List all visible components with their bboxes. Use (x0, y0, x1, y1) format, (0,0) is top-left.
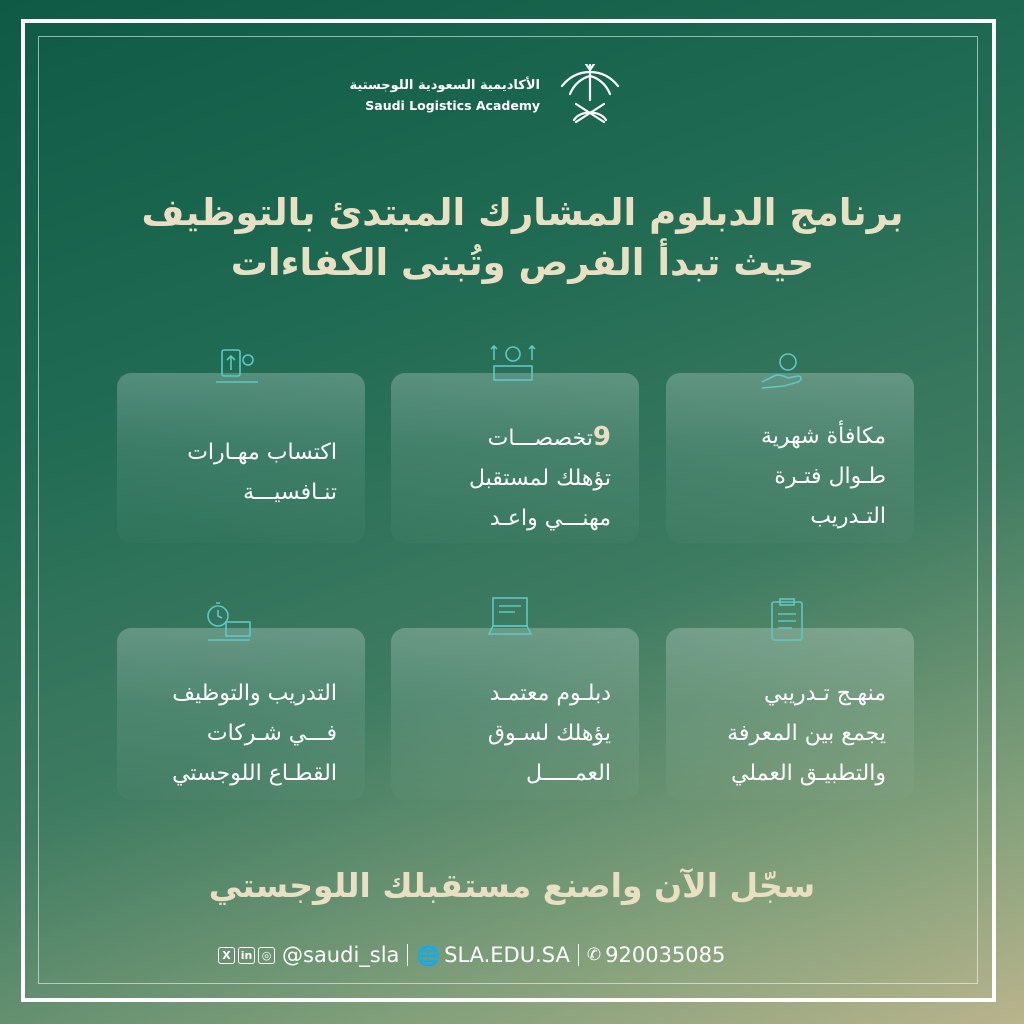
cta-rest: واصنع مستقبلك اللوجستي (208, 866, 643, 905)
x-twitter-icon[interactable]: X (218, 947, 235, 964)
card-line: طـوال فتـرة (774, 464, 886, 489)
card-line: العمـــــل (525, 761, 611, 786)
card-line: دبلـوم معتمـد (489, 681, 611, 706)
card-line: تؤهلك لمستقبل (468, 466, 611, 491)
card-line: اكتساب مهـارات (187, 440, 337, 465)
card-line: يجمع بين المعرفة (727, 721, 886, 746)
card-accredited-diploma (391, 628, 639, 800)
card-line: مهنـــي واعـد (489, 506, 611, 531)
phone-icon: ✆ (586, 945, 602, 965)
headline (140, 188, 905, 288)
globe-icon: 🌐 (416, 944, 441, 967)
reward-hand-icon (758, 348, 808, 392)
divider (578, 944, 579, 966)
card-training-employment (117, 628, 365, 800)
training-employment-icon (204, 600, 254, 644)
divider (407, 944, 408, 966)
contact-bar (218, 938, 808, 972)
academy-logo (349, 64, 630, 134)
accredited-diploma-icon (485, 594, 535, 638)
card-line: مكافأة شهرية (760, 424, 886, 449)
cta-register-now: سجّل الآن (653, 866, 816, 905)
card-line: تنـافسيـــة (243, 480, 337, 505)
card-nine-specializations (391, 373, 639, 543)
card-training-curriculum (666, 628, 914, 800)
card-line: القطـاع اللوجستي (172, 761, 337, 786)
card-line: يؤهلك لسـوق (487, 721, 611, 746)
card-line: التدريب والتوظيف (172, 681, 337, 706)
social-handle[interactable]: @saudi_sla (282, 943, 400, 967)
card-line: والتطبيـق العملي (731, 761, 886, 786)
card-line: فـــي شـركات (206, 721, 337, 746)
skills-growth-icon (212, 342, 262, 386)
palm-swords-emblem-icon (550, 64, 630, 128)
card-competitive-skills (117, 373, 365, 543)
specializations-count: 9 (592, 422, 611, 452)
card-line: منهـج تـدريبي (763, 681, 886, 706)
phone-number[interactable]: 920035085 (605, 943, 726, 967)
headline-line-2: حيث تبدأ الفرص وتُبنى الكفاءات (230, 241, 815, 284)
card-line: تخصصـــات (487, 426, 593, 451)
card-line: التـدريب (810, 504, 886, 529)
headline-line-1: برنامج الدبلوم المشارك المبتدئ بالتوظيف (141, 191, 904, 234)
specializations-chart-icon (488, 340, 538, 384)
instagram-icon[interactable]: ◎ (258, 947, 275, 964)
linkedin-icon[interactable]: in (238, 947, 255, 964)
website-link[interactable]: SLA.EDU.SA (444, 943, 570, 967)
logo-arabic-text: الأكاديمية السعودية اللوجستية (349, 78, 540, 93)
logo-english-text: Saudi Logistics Academy (365, 98, 540, 113)
clipboard-curriculum-icon (762, 598, 812, 642)
card-monthly-reward (666, 373, 914, 543)
call-to-action (0, 866, 1024, 905)
